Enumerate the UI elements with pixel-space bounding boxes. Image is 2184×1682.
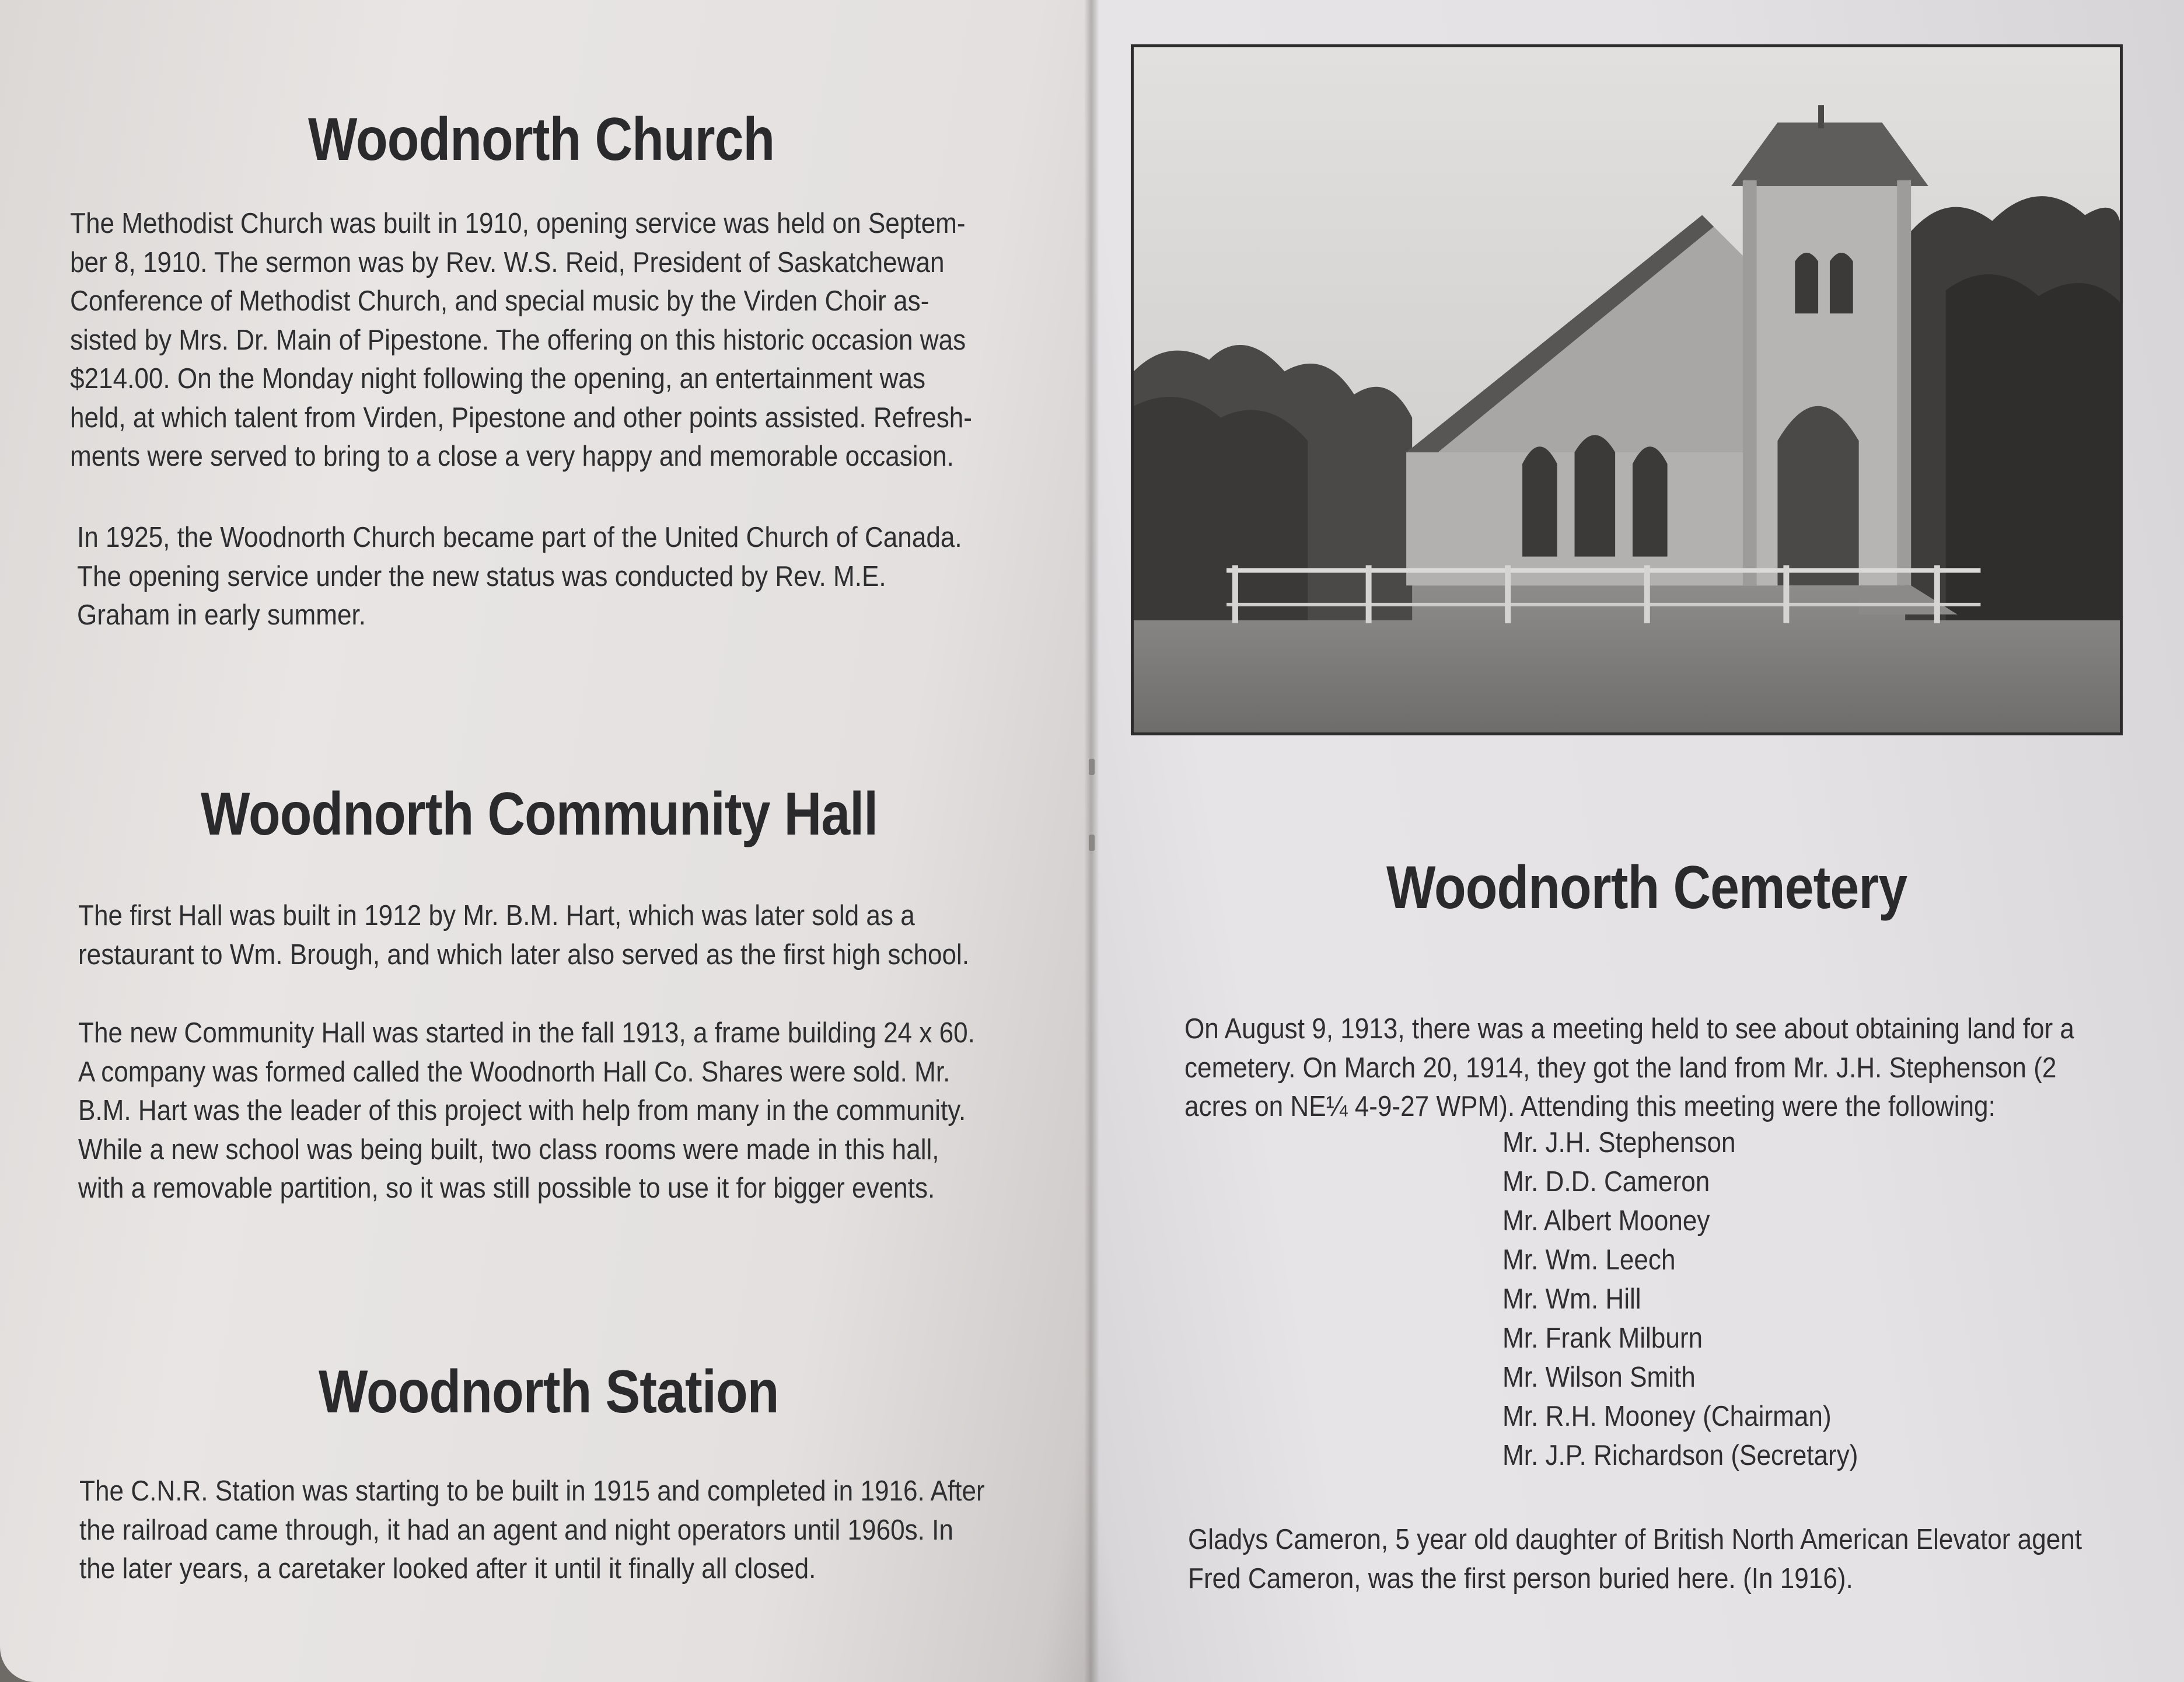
attendee-item: Mr. D.D. Cameron <box>1502 1166 1710 1198</box>
station-p1-line: the later years, a caretaker looked after it until it finally all closed. <box>79 1553 816 1585</box>
hall-paragraph-2 <box>78 1014 975 1208</box>
attendee-item: Mr. Wm. Leech <box>1502 1244 1676 1276</box>
hall-p1-line: The first Hall was built in 1912 by Mr. B.M. Hart, which was later sold as a <box>78 900 915 931</box>
church-p1-line: ber 8, 1910. The sermon was by Rev. W.S. Reid, President of Saskatchewan <box>70 246 945 278</box>
hall-p2-line: A company was formed called the Woodnorth Hall Co. Shares were sold. Mr. <box>78 1056 951 1088</box>
church-photograph <box>1131 44 2123 735</box>
attendee-item: Mr. J.P. Richardson (Secretary) <box>1502 1440 1858 1471</box>
hall-p2-line: The new Community Hall was started in the fall 1913, a frame building 24 x 60. <box>78 1017 975 1049</box>
cemetery-attendee-list <box>1502 1123 1858 1475</box>
cemetery-p2-line: Fred Cameron, was the first person buried here. (In 1916). <box>1188 1562 1853 1594</box>
attendee-item: Mr. R.H. Mooney (Chairman) <box>1502 1401 1832 1432</box>
cemetery-title: Woodnorth Cemetery <box>1386 854 1907 922</box>
station-p1-line: the railroad came through, it had an agent and night operators until 1960s. In <box>79 1514 953 1546</box>
church-paragraph-1 <box>70 204 972 476</box>
station-paragraph-1 <box>79 1472 985 1589</box>
cemetery-p1-line: acres on NE¼ 4-9-27 WPM). Attending this meeting were the following: <box>1184 1091 1996 1122</box>
church-title: Woodnorth Church <box>308 106 775 173</box>
hall-p2-line: with a removable partition, so it was still possible to use it for bigger events. <box>78 1172 935 1204</box>
cemetery-paragraph-1 <box>1184 1010 2074 1126</box>
attendee-item: Mr. Albert Mooney <box>1502 1205 1710 1237</box>
cemetery-p2-line: Gladys Cameron, 5 year old daughter of British North American Elevator agent <box>1188 1524 2082 1555</box>
church-p2-line: The opening service under the new status was conducted by Rev. M.E. <box>77 560 886 592</box>
attendee-item: Mr. J.H. Stephenson <box>1502 1127 1736 1158</box>
cemetery-p1-line: On August 9, 1913, there was a meeting held to see about obtaining land for a <box>1184 1013 2074 1045</box>
attendee-item: Mr. Wm. Hill <box>1502 1283 1641 1315</box>
hall-p2-line: B.M. Hart was the leader of this project with help from many in the community. <box>78 1095 966 1126</box>
station-title: Woodnorth Station <box>319 1358 779 1426</box>
staple-bottom <box>1089 835 1095 851</box>
station-p1-line: The C.N.R. Station was starting to be built in 1915 and completed in 1916. After <box>79 1475 985 1507</box>
church-p1-line: $214.00. On the Monday night following the opening, an entertainment was <box>70 363 926 395</box>
church-p1-line: ments were served to bring to a close a very happy and memorable occasion. <box>70 441 954 472</box>
hall-p2-line: While a new school was being built, two class rooms were made in this hall, <box>78 1133 939 1165</box>
church-photo-illustration <box>1134 47 2120 732</box>
church-p2-line: In 1925, the Woodnorth Church became part of the United Church of Canada. <box>77 522 962 553</box>
attendee-item: Mr. Wilson Smith <box>1502 1362 1696 1393</box>
staple-top <box>1089 759 1095 775</box>
church-p2-line: Graham in early summer. <box>77 599 366 631</box>
church-p1-line: The Methodist Church was built in 1910, opening service was held on Septem- <box>70 208 966 239</box>
church-paragraph-2 <box>77 518 962 635</box>
cemetery-paragraph-2 <box>1188 1520 2082 1598</box>
church-p1-line: held, at which talent from Virden, Pipestone and other points assisted. Refresh- <box>70 402 973 434</box>
church-p1-line: Conference of Methodist Church, and special music by the Virden Choir as- <box>70 285 929 317</box>
hall-title: Woodnorth Community Hall <box>201 780 878 848</box>
attendee-item: Mr. Frank Milburn <box>1502 1322 1703 1354</box>
cemetery-p1-line: cemetery. On March 20, 1914, they got the land from Mr. J.H. Stephenson (2 <box>1184 1052 2057 1084</box>
hall-paragraph-1 <box>78 896 969 974</box>
hall-p1-line: restaurant to Wm. Brough, and which later also served as the first high school. <box>78 938 970 971</box>
church-p1-line: sisted by Mrs. Dr. Main of Pipestone. The offering on this historic occasion was <box>70 324 966 356</box>
